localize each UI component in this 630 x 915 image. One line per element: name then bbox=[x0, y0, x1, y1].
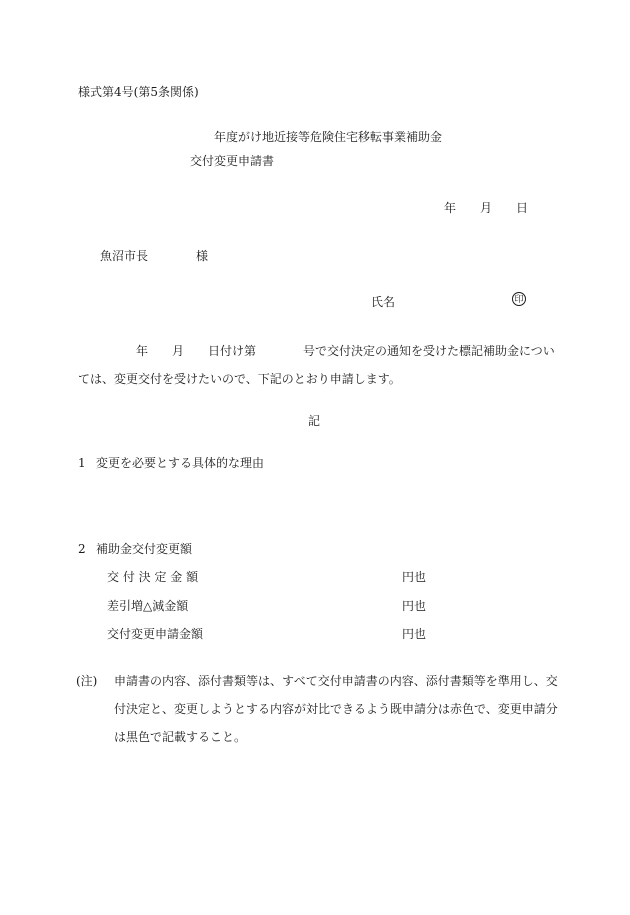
note-line3: は黒色で記載すること。 bbox=[114, 730, 247, 744]
body-year-label: 年 bbox=[136, 344, 149, 358]
date-day-label: 日 bbox=[516, 201, 529, 215]
section-2-number: 2 bbox=[78, 542, 86, 556]
document-title-line2: 交付変更申請書 bbox=[190, 154, 275, 168]
note-line1: 申請書の内容、添付書類等は、すべて交付申請書の内容、添付書類等を準用し、交 bbox=[114, 674, 558, 688]
amount-row-unit: 円也 bbox=[402, 627, 427, 641]
amount-row-label: 交 付 決 定 金 額 bbox=[107, 570, 199, 584]
document-title-line1: 年度がけ地近接等危険住宅移転事業補助金 bbox=[214, 130, 443, 144]
amount-row-unit: 円也 bbox=[402, 570, 427, 584]
section-2-title: 補助金交付変更額 bbox=[96, 542, 193, 556]
date-year-label: 年 bbox=[444, 201, 457, 215]
section-1-title: 変更を必要とする具体的な理由 bbox=[96, 456, 265, 470]
body-day-ref: 日付け第 bbox=[208, 344, 257, 358]
body-line1-rest: 号で交付決定の通知を受けた標記補助金につい bbox=[303, 344, 555, 358]
ki-heading: 記 bbox=[308, 414, 321, 428]
amount-row-label: 差引増△減金額 bbox=[107, 599, 189, 613]
addressee-honorific: 様 bbox=[196, 249, 209, 263]
note-label: (注) bbox=[76, 674, 98, 688]
amount-row-label: 交付変更申請金額 bbox=[107, 627, 204, 641]
note-line2: 付決定と、変更しようとする内容が対比できるよう既申請分は赤色で、変更申請分 bbox=[114, 702, 558, 716]
section-1-number: 1 bbox=[78, 456, 86, 470]
body-line2: ては、変更交付を受けたいので、下記のとおり申請します。 bbox=[78, 372, 401, 386]
seal-mark-icon: 印 bbox=[512, 292, 526, 306]
form-number: 様式第4号(第5条関係) bbox=[78, 85, 199, 99]
applicant-name-label: 氏名 bbox=[371, 295, 396, 309]
body-month-label: 月 bbox=[172, 344, 185, 358]
addressee-name: 魚沼市長 bbox=[100, 249, 149, 263]
amount-row-unit: 円也 bbox=[402, 599, 427, 613]
date-month-label: 月 bbox=[480, 201, 493, 215]
